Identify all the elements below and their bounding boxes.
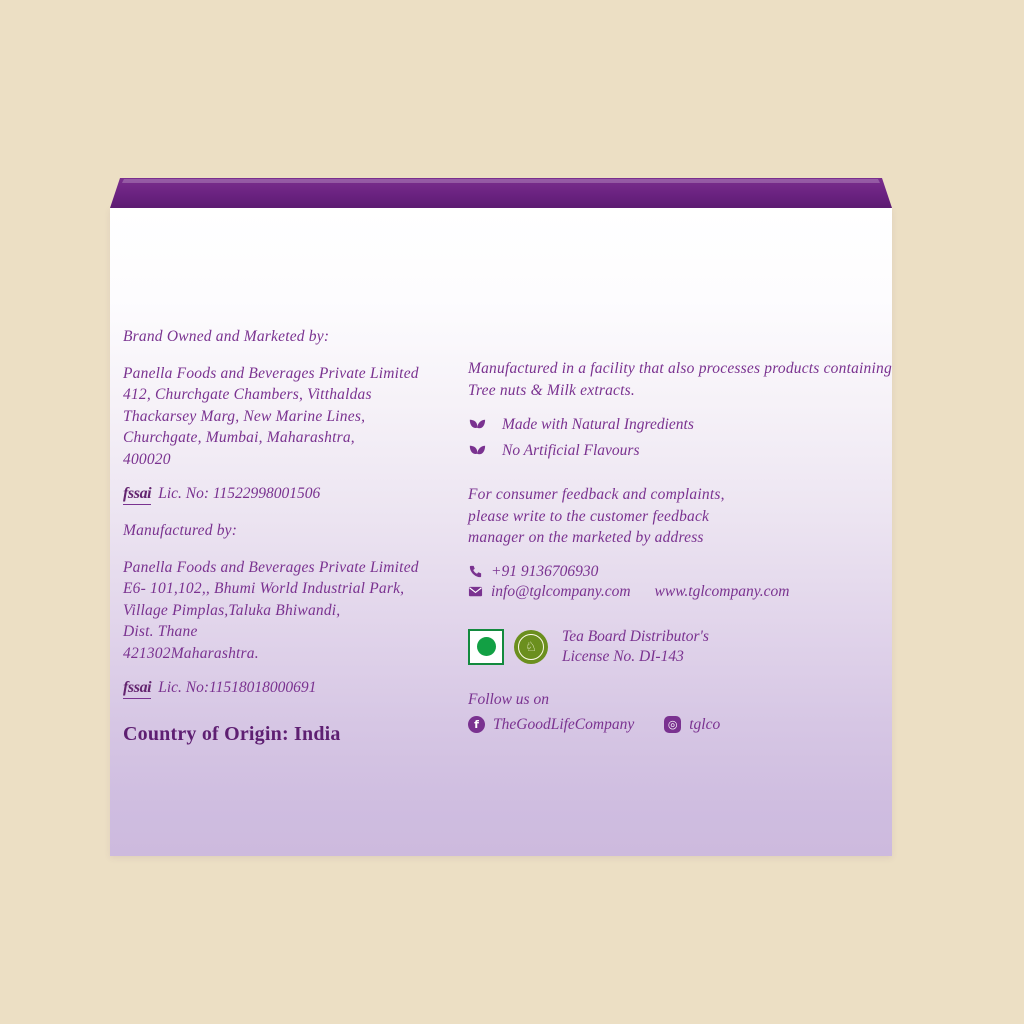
claim-item [468,416,888,435]
tea-box-package [110,178,892,856]
leaf-icon [468,443,486,461]
instagram-icon[interactable]: ◎ [664,716,681,733]
claim-item [468,442,888,461]
certification-marks [468,627,888,667]
email-address: info@tglcompany.com [491,582,631,600]
feedback-line: For consumer feedback and complaints, [468,486,725,503]
lid-highlight [122,179,880,183]
brand-owner-address-line: 412, Churchgate Chambers, Vitthaldas [123,386,372,403]
tea-board-line: Tea Board Distributor's [562,627,709,645]
right-info-column [468,358,892,734]
country-of-origin: Country of Origin: India [123,723,341,745]
brand-owner-address-line: Churchgate, Mumbai, Maharashtra, [123,429,355,446]
fssai-marketed-license: Lic. No: 11522998001506 [158,485,321,502]
manufacturer-address-line: Panella Foods and Beverages Private Limited [123,558,419,576]
box-front-face [110,208,892,856]
social-handles-row[interactable] [468,716,888,734]
manufacturer-address [123,557,453,665]
phone-number: +91 9136706930 [491,562,599,580]
tea-board-line: License No. DI-143 [562,647,684,665]
country-of-origin-block [123,723,453,746]
manufacturer-address-line: Village Pimplas,Taluka Bhiwandi, [123,601,341,619]
brand-owner-address [123,363,453,471]
brand-owner-block [123,326,453,348]
feedback-line: manager on the marketed by address [468,529,704,546]
feedback-line: please write to the customer feedback [468,507,710,525]
facebook-icon[interactable]: f [468,716,485,733]
fssai-logo-icon: fssai [123,485,151,505]
veg-dot [477,637,496,656]
claim-label: Made with Natural Ingredients [502,416,694,433]
box-lid-top [110,178,892,208]
tea-board-license-text [562,627,709,667]
claim-label: No Artificial Flavours [502,442,640,459]
follow-us-label: Follow us on [468,690,549,708]
brand-owner-address-line: Panella Foods and Beverages Private Limited [123,364,419,382]
phone-contact-row[interactable] [468,563,888,581]
manufacturer-heading-block [123,520,453,542]
green-veg-mark-icon [468,629,504,665]
envelope-icon [468,584,483,599]
manufacturer-address-line: E6- 101,102,, Bhumi World Industrial Park, [123,580,405,597]
left-info-column [123,326,453,746]
tea-board-logo-icon [514,630,548,664]
manufactured-by-heading: Manufactured by: [123,522,238,539]
manufacturer-address-line: Dist. Thane [123,623,198,640]
fssai-manufacturer-license: Lic. No:11518018000691 [158,679,317,696]
follow-us-section [468,691,888,734]
leaf-icon [468,417,486,435]
fssai-logo-icon: fssai [123,679,151,699]
tea-board-logo-inner: ♘ [518,634,544,660]
email-website-row[interactable] [468,583,888,601]
brand-owner-heading: Brand Owned and Marketed by: [123,328,330,345]
phone-icon [468,564,483,579]
website-url: www.tglcompany.com [654,582,790,600]
allergen-notice-line: Tree nuts & Milk extracts. [468,381,635,399]
allergen-notice [468,358,892,401]
fssai-marketed-row [123,485,453,505]
product-claims-list [468,416,888,461]
consumer-feedback-note [468,484,888,549]
manufacturer-address-line: 421302Maharashtra. [123,644,259,662]
allergen-notice-line: Manufactured in a facility that also processes products containing [468,360,892,377]
brand-owner-address-line: Thackarsey Marg, New Marine Lines, [123,407,366,425]
brand-owner-address-line: 400020 [123,450,171,468]
fssai-manufacturer-row [123,679,453,699]
facebook-handle: TheGoodLifeCompany [493,715,635,733]
instagram-handle: tglco [689,715,721,733]
